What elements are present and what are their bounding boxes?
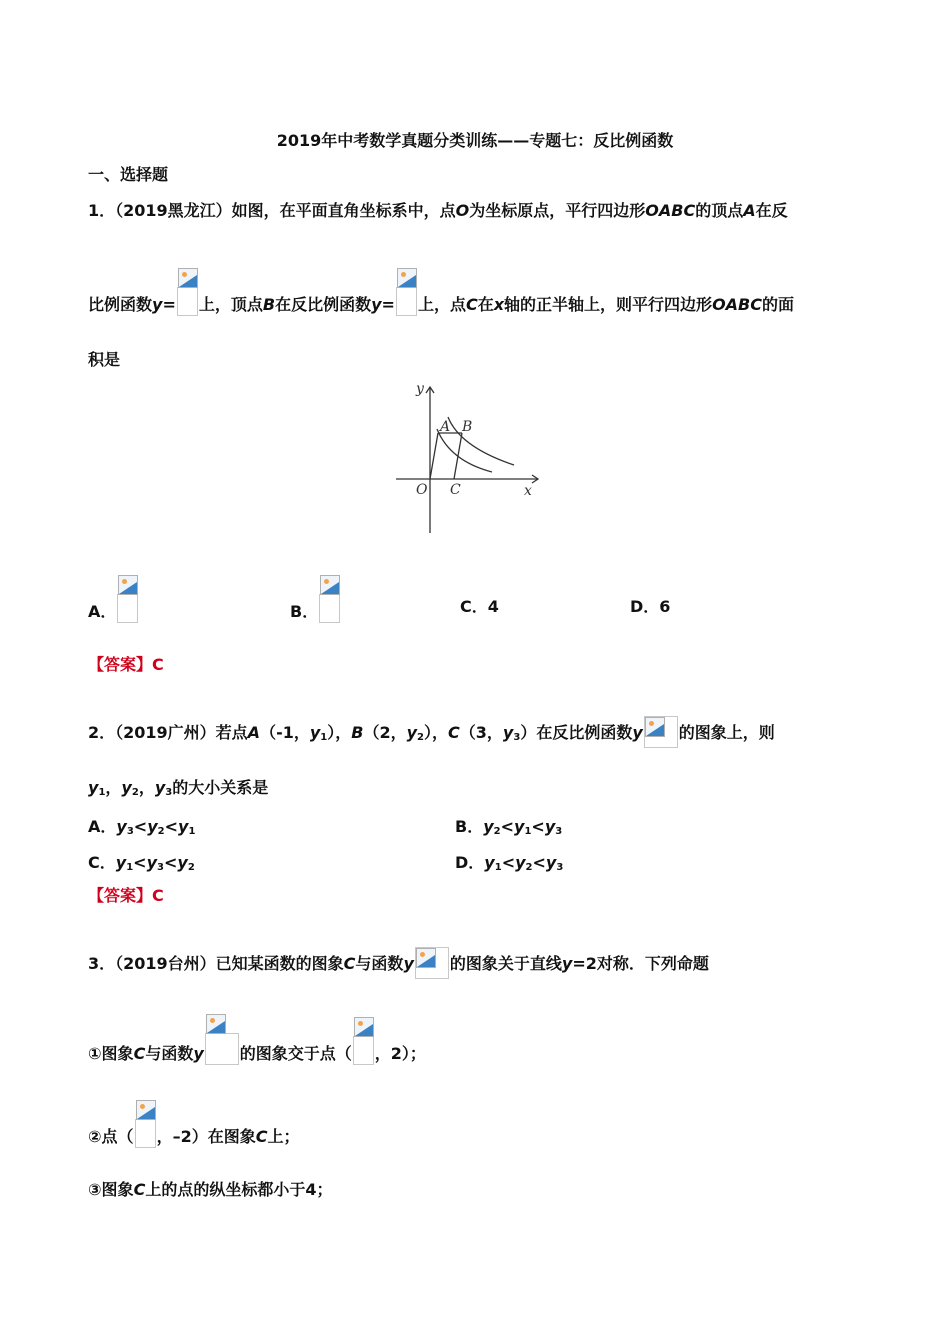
- edge-bc: [454, 433, 462, 479]
- q1-line3: 积是: [88, 350, 121, 369]
- image-placeholder-icon: [320, 575, 340, 595]
- q1-answer: 【答案】C: [88, 655, 164, 674]
- page-title: 2019年中考数学真题分类训练——专题七：反比例函数: [276, 131, 674, 150]
- q3-statement-2: ②点（ ，–2）在图象C上；: [88, 1119, 299, 1148]
- q2-answer: 【答案】C: [88, 886, 164, 905]
- formula-image: [396, 287, 417, 316]
- q2-option-b: B．$y_2<y_1<y_3$: [455, 817, 563, 837]
- formula-image: [177, 287, 198, 316]
- origin-label: O: [416, 482, 428, 498]
- q3-statement-1: ①图象C与函数y 的图象交于点（ ，2）；: [88, 1033, 426, 1065]
- image-placeholder-icon: [206, 1014, 226, 1034]
- formula-image: [135, 1119, 156, 1148]
- q2-option-a: A．$y_3<y_2<y_1$: [88, 817, 196, 837]
- option-image: [319, 594, 340, 623]
- image-placeholder-icon: [416, 948, 436, 968]
- image-placeholder-icon: [136, 1100, 156, 1120]
- point-b-label: B: [462, 419, 473, 435]
- q1-line1: 1．（2019黑龙江）如图，在平面直角坐标系中，点O为坐标原点，平行四边形OABC的顶点A在反: [88, 201, 788, 220]
- image-placeholder-icon: [397, 268, 417, 288]
- q1-option-b: B．: [290, 594, 341, 623]
- q3-line1: 3．（2019台州）已知某函数的图象C与函数y 的图象关于直线y=2对称．下列命题: [88, 947, 709, 979]
- formula-image: [415, 947, 449, 979]
- image-placeholder-icon: [118, 575, 138, 595]
- q1-option-d: D．6: [630, 597, 671, 616]
- point-c-label: C: [450, 482, 461, 498]
- edge-oa: [430, 433, 438, 479]
- q3-statement-3: ③图象C上的点的纵坐标都小于4；: [88, 1180, 333, 1199]
- q2-line1: 2．（2019广州）若点A（-1，$y_1$），B（2，$y_2$），C（3，$y_3$）在反比例函数y 的图象上，则: [88, 716, 775, 748]
- q2-option-d: D．$y_1<y_2<y_3$: [455, 853, 564, 873]
- q1-option-a: A．: [88, 594, 139, 623]
- image-placeholder-icon: [178, 268, 198, 288]
- x-axis-label: x: [524, 483, 532, 499]
- formula-image: [644, 716, 678, 748]
- option-image: [117, 594, 138, 623]
- q2-option-c: C．$y_1<y_3<y_2$: [88, 853, 195, 873]
- curve-inner: [437, 429, 492, 472]
- image-placeholder-icon: [645, 717, 665, 737]
- formula-image: [353, 1036, 374, 1065]
- q1-option-c: C．4: [460, 597, 499, 616]
- q2-line2: $y_1$，$y_2$，$y_3$的大小关系是: [88, 778, 269, 798]
- image-placeholder-icon: [354, 1017, 374, 1037]
- formula-image: [205, 1033, 239, 1065]
- y-axis-label: y: [416, 381, 424, 397]
- point-a-label: A: [440, 419, 451, 435]
- q1-line2: 比例函数y= 上，顶点B在反比例函数y= 上，点C在x轴的正半轴上，则平行四边形OABC的面: [88, 287, 794, 316]
- coordinate-figure: [390, 375, 550, 540]
- section-heading: 一、选择题: [88, 165, 169, 184]
